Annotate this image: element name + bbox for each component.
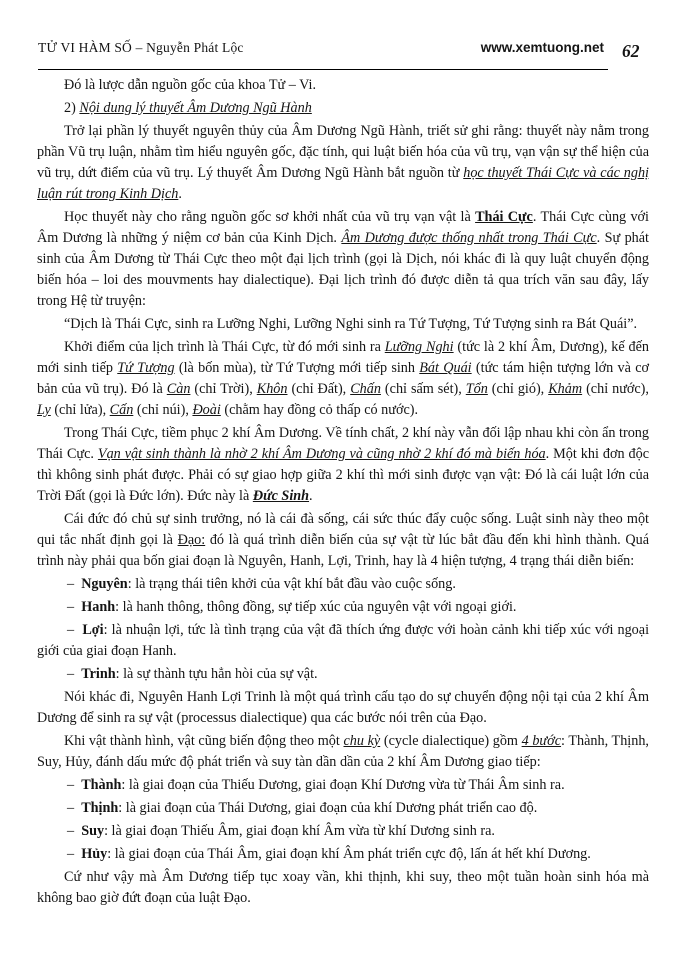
paragraph [37, 731, 649, 773]
text-run: . Sự phát sinh của Âm Dương từ Thái Cực theo một đại lịch trình (gọi là Dịch, nói khác đi là quy luật chuyển động biến hóa – loi des mouvments hay dialectique). Đại lịch trình đó được diễn tả qua trích văn sau đây, lấy trong Hệ từ truyện: [37, 230, 649, 309]
section-heading [37, 98, 649, 119]
text-run: – [67, 576, 82, 592]
text-run: Đức Sinh [252, 488, 310, 504]
text-run: – [67, 800, 82, 816]
website-url: www.xemtuong.net [480, 40, 604, 55]
text-run: : là trạng thái tiên khởi của vật khí bắt đầu vào cuộc sống. [127, 576, 456, 592]
paragraph [37, 337, 649, 421]
text-run: Tứ Tượng [117, 360, 175, 376]
text-run: Trở lại phần lý thuyết nguyên thủy của Âm Dương Ngũ Hành, triết sử ghi rằng: thuyết này nằm trong phần Vũ trụ luận, nhằm tìm hiểu nguyên gốc, đặc tính, qui luật biến hóa của vũ trụ, vạn vận sự thể hiện của vũ trụ, dứt điểm của vũ trụ. Lý thuyết Âm Dương Ngũ Hành bắt nguồn từ [37, 123, 649, 181]
text-run: – [67, 599, 82, 615]
quote-paragraph [37, 314, 649, 335]
text-run: Trong Thái Cực, tiềm phục 2 khí Âm Dương. Về tính chất, 2 khí này vẫn đối lập nhau khi còn ẩn trong Thái Cực. [37, 425, 649, 462]
bullet-item [37, 844, 649, 865]
text-run: – [67, 823, 82, 839]
text-run: Ly [37, 402, 51, 418]
text-run: : là giai đoạn Thiếu Âm, giai đoạn khí Âm vừa từ khí Dương sinh ra. [104, 823, 495, 839]
text-run: Trinh [81, 666, 116, 682]
text-run: (chỉ núi), [133, 402, 193, 418]
text-run: đó là quá trình diễn biến của sự vật từ lúc bắt đầu đến khi hình thành. Quá trình này phải qua bốn giai đoạn là Nguyên, Hanh, Lợi, Trinh, hay là 4 hiện tượng, 4 trạng thái diễn biến: [37, 532, 649, 569]
text-run: (là bốn mùa), từ Tứ Tượng mới tiếp sinh [174, 360, 420, 376]
paragraph [37, 509, 649, 572]
page-header [38, 40, 648, 56]
paragraph [37, 687, 649, 729]
text-run: Khi vật thành hình, vật cũng biến động theo một [64, 733, 344, 749]
text-run: Thịnh [81, 800, 119, 816]
text-run: “Dịch là Thái Cực, sinh ra Lưỡng Nghi, Lưỡng Nghi sinh ra Tứ Tượng, Tứ Tượng sinh ra Bát Quái”. [64, 316, 638, 332]
text-run: : là sự thành tựu hẳn hòi của sự vật. [115, 666, 318, 682]
bullet-item [37, 775, 649, 796]
text-run: Thái Cực [475, 209, 533, 225]
text-run: (chỉ lửa), [50, 402, 110, 418]
header-rule [38, 69, 608, 70]
text-run: Hanh [81, 599, 116, 615]
text-run: Lưỡng Nghi [384, 339, 454, 355]
text-run: Đoài [192, 402, 221, 418]
text-run: Nói khác đi, Nguyên Hanh Lợi Trinh là một quá trình cấu tạo do sự chuyển động nội tại của 2 khí Âm Dương để sinh ra sự vật (processus dialectique) qua các bước nói trên của Đạo. [37, 689, 649, 726]
text-run: Học thuyết này cho rằng nguồn gốc sơ khởi nhất của vũ trụ vạn vật là [64, 209, 476, 225]
text-run: học thuyết Thái Cực và các nghị luận rút trong Kinh Dịch [37, 165, 649, 202]
text-run: Cứ như vậy mà Âm Dương tiếp tục xoay vần, khi thịnh, khi suy, theo một tuần hoàn sinh hóa mà không bao giờ đứt đoạn của luật Đạo. [37, 869, 649, 906]
text-run: (cycle dialectique) gồm [380, 733, 522, 749]
text-run: (chỉ nước), [582, 381, 649, 397]
text-run: Càn [166, 381, 191, 397]
text-run: Vạn vật sinh thành là nhờ 2 khí Âm Dương và cũng nhờ 2 khí đó mà biến hóa [97, 446, 546, 462]
text-run: . [309, 488, 313, 504]
text-run: (tức tám hiện tượng lớn và cơ bản của vũ trụ). Đó là [37, 360, 650, 397]
text-run: (chỉ sấm sét), [380, 381, 466, 397]
text-run: Suy [81, 823, 105, 839]
text-run: – [67, 622, 83, 638]
bullet-item [37, 821, 649, 842]
text-run: chu kỳ [343, 733, 381, 749]
intro-paragraph [37, 75, 649, 96]
text-run: . [178, 186, 182, 202]
text-run: Nguyên [81, 576, 128, 592]
bullet-item [37, 620, 649, 662]
text-run: Cái đức đó chủ sự sinh trưởng, nó là cái đà sống, cái sức thúc đẩy cuộc sống. Luật sinh này theo một qui tắc nhất định gọi là [37, 511, 649, 548]
text-run: – [67, 666, 82, 682]
paragraph [37, 423, 649, 507]
bullet-item [37, 798, 649, 819]
text-run: Bát Quái [419, 360, 472, 376]
text-run: 4 bước [521, 733, 562, 749]
text-run: (tức là 2 khí Âm, Dương), kế đến mới sinh tiếp [37, 339, 650, 376]
text-run: Khởi điểm của lịch trình là Thái Cực, từ đó mới sinh ra [64, 339, 385, 355]
text-run: (chỉ Trời), [190, 381, 257, 397]
text-run: Nội dung lý thuyết Âm Dương Ngũ Hành [79, 100, 312, 116]
document-body [37, 75, 649, 911]
closing-paragraph [37, 867, 649, 909]
text-run: : là nhuận lợi, tức là tình trạng của vật đã thích ứng được với hoàn cảnh khi tiếp xúc với ngoại giới của giai đoạn Hanh. [37, 622, 650, 659]
text-run: Khảm [548, 381, 583, 397]
text-run: (chỉ Đất), [287, 381, 351, 397]
text-run: : là giai đoạn của Thiếu Dương, giai đoạn Khí Dương vừa từ Thái Âm sinh ra. [121, 777, 565, 793]
text-run: (chỉ gió), [487, 381, 549, 397]
text-run: Hủy [81, 846, 108, 862]
book-title: TỬ VI HÀM SỐ – Nguyễn Phát Lộc [38, 40, 244, 55]
text-run: Cấn [109, 402, 134, 418]
text-run: Tổn [465, 381, 488, 397]
text-run: Thành [81, 777, 122, 793]
bullet-item [37, 597, 649, 618]
bullet-item [37, 574, 649, 595]
text-run: (chằm hay đồng cỏ thấp có nước). [220, 402, 419, 418]
text-run: : là hanh thông, thông đồng, sự tiếp xúc của nguyên vật với ngoại giới. [115, 599, 517, 615]
bullet-item [37, 664, 649, 685]
paragraph [37, 121, 649, 205]
text-run: – [67, 846, 82, 862]
text-run: 2) [64, 100, 80, 116]
text-run: – [67, 777, 82, 793]
text-run: : là giai đoạn của Thái Âm, giai đoạn khí Âm phát triển cực độ, lấn át hết khí Dương. [107, 846, 591, 862]
text-run: : là giai đoạn của Thái Dương, giai đoạn của khí Dương phát triển cao độ. [118, 800, 538, 816]
text-run: : Thành, Thịnh, Suy, Hủy, đánh dấu mức độ phát triển và suy tàn dần dần của 2 khí Âm Dương giao tiếp: [37, 733, 649, 770]
text-run: Âm Dương được thống nhất trong Thái Cực [341, 230, 597, 246]
page-number: 62 [622, 41, 640, 61]
text-run: Lợi [82, 622, 104, 638]
text-run: . Thái Cực cùng với Âm Dương là những ý niệm cơ bản của Kinh Dịch. [37, 209, 649, 246]
text-run: Khôn [256, 381, 288, 397]
text-run: Chấn [350, 381, 381, 397]
text-run: . Một khi đơn độc thì không sinh phát được. Phải có sự giao hợp giữa 2 khí thì mới sinh được vạn vật: Đó là cái luật lớn của Trời Đất (gọi là Đức lớn). Đức này là [37, 446, 649, 504]
paragraph [37, 207, 649, 312]
text-run: Đạo: [177, 532, 206, 548]
text-run: Đó là lược dẫn nguồn gốc của khoa Tử – Vi. [64, 77, 317, 93]
